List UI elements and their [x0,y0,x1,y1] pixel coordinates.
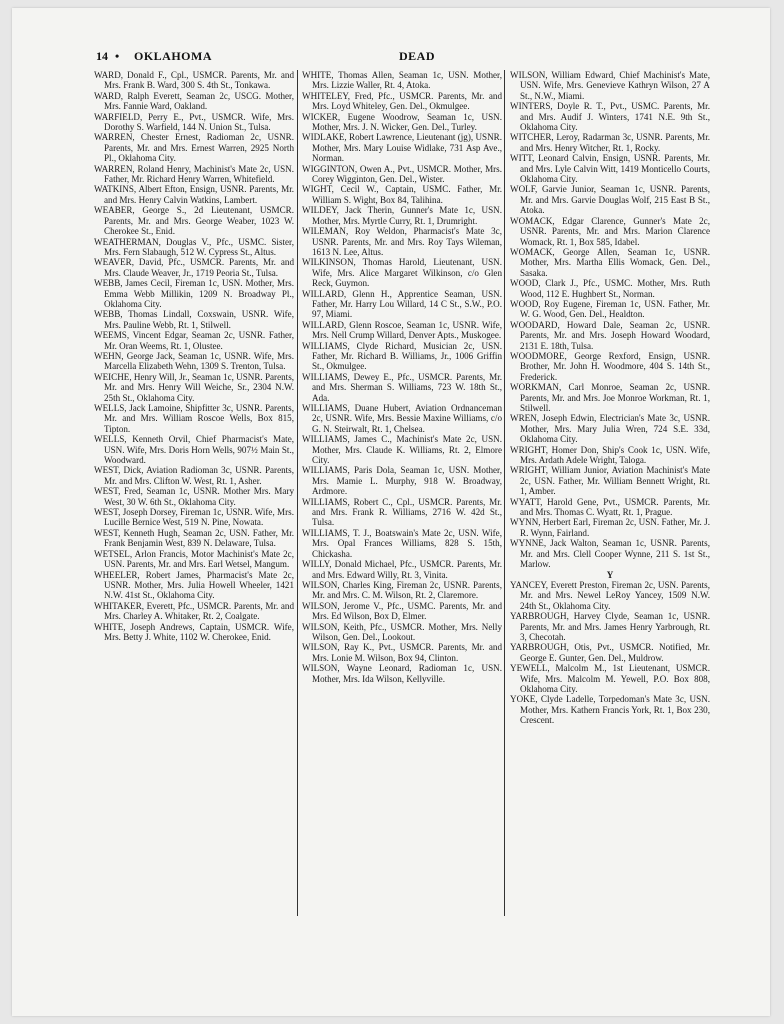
casualty-entry: WARFIELD, Perry E., Pvt., USMCR. Wife, Mrs. Dorothy S. Warfield, 144 N. Union St., Tulsa. [94,111,294,133]
casualty-entry: WIGHT, Cecil W., Captain, USMC. Father, Mr. William S. Wight, Box 84, Talihina. [302,184,502,205]
casualty-entry: WYATT, Harold Gene, Pvt., USMCR. Parents, Mr. and Mrs. Thomas C. Wyatt, Rt. 1, Prague. [510,496,710,518]
casualty-entry: WEAVER, David, Pfc., USMCR. Parents, Mr. and Mrs. Claude Weaver, Jr., 1719 Peoria St., Tulsa. [94,257,294,278]
casualty-entry: WEBB, Thomas Lindall, Coxswain, USNR. Wife, Mrs. Pauline Webb, Rt. 1, Stilwell. [94,309,294,330]
column-2 [302,70,502,920]
casualty-entry: WILLARD, Glenn Roscoe, Seaman 1c, USNR. Wife, Mrs. Nell Crump Willard, Denver Apts., Muskogee. [302,319,502,341]
casualty-entry: WILSON, William Edward, Chief Machinist's Mate, USN. Wife, Mrs. Genevieve Kathryn Wilson, 27 A St., N.W., Miami. [510,70,710,101]
casualty-entry: WILLIAMS, Robert C., Cpl., USMCR. Parents, Mr. and Mrs. Frank R. Williams, 2716 W. 42d St., Tulsa. [302,496,502,528]
casualty-entry: WOOD, Clark J., Pfc., USMC. Mother, Mrs. Ruth Wood, 112 E. Hughbert St., Norman. [510,278,710,299]
casualty-entry: WILLY, Donald Michael, Pfc., USMCR. Parents, Mr. and Mrs. Edward Willy, Rt. 3, Vinita. [302,559,502,580]
casualty-entry: WORKMAN, Carl Monroe, Seaman 2c, USNR. Parents, Mr. and Mrs. Joe Monroe Workman, Rt. 1, Stilwell. [510,382,710,413]
casualty-entry: YOKE, Clyde Ladelle, Torpedoman's Mate 3c, USN. Mother, Mrs. Kathern Francis York, Rt. 1, Box 230, Crescent. [510,694,710,726]
casualty-entry: WARREN, Roland Henry, Machinist's Mate 2c, USN. Father, Mr. Richard Henry Warren, Whitefield. [94,163,294,185]
casualty-entry: WILEMAN, Roy Weldon, Pharmacist's Mate 3c, USNR. Parents, Mr. and Mrs. Roy Tays Wileman, 1613 N. Lee, Altus. [302,226,502,257]
casualty-entry: WARREN, Chester Ernest, Radioman 2c, USNR. Parents, Mr. and Mrs. Ernest Warren, 2925 North Pl., Oklahoma City. [94,132,294,164]
casualty-entry: WEST, Joseph Dorsey, Fireman 1c, USNR. Wife, Mrs. Lucille Bernice West, 519 N. Pine, Nowata. [94,507,294,528]
casualty-entry: WHITE, Thomas Allen, Seaman 1c, USN. Mother, Mrs. Lizzie Waller, Rt. 4, Atoka. [302,70,502,91]
casualty-entry: YARBROUGH, Otis, Pvt., USMCR. Notified, Mr. George E. Gunter, Gen. Del., Muldrow. [510,642,710,663]
casualty-entry: WELLS, Kenneth Orvil, Chief Pharmacist's Mate, USN. Wife, Mrs. Doris Horn Wells, 907½ Main St., Woodward. [94,434,294,466]
casualty-entry: WEST, Fred, Seaman 1c, USNR. Mother Mrs. Mary West, 30 W. 6th St., Oklahoma City. [94,486,294,507]
casualty-entry: WHITAKER, Everett, Pfc., USMCR. Parents, Mr. and Mrs. Charley A. Whitaker, Rt. 2, Coalgate. [94,600,294,622]
casualty-entry: WIDLAKE, Robert Lawrence, Lieutenant (jg), USNR. Mother, Mrs. Mary Louise Widlake, 731 Asp Ave., Norman. [302,132,502,164]
casualty-entry: WHITELEY, Fred, Pfc., USMCR. Parents, Mr. and Mrs. Loyd Whiteley, Gen. Del., Okmulgee. [302,90,502,112]
casualty-entry: WILSON, Wayne Leonard, Radioman 1c, USN. Mother, Mrs. Ida Wilson, Kellyville. [302,663,502,684]
casualty-entry: WILSON, Jerome V., Pfc., USMC. Parents, Mr. and Mrs. Ed Wilson, Box D, Elmer. [302,600,502,622]
casualty-entry: WEST, Dick, Aviation Radioman 3c, USNR. Parents, Mr. and Mrs. Clifton W. West, Rt. 1, Asher. [94,465,294,486]
page-header [0,49,784,67]
column-1 [94,70,294,920]
casualty-entry: WEHN, George Jack, Seaman 1c, USNR. Wife, Mrs. Marcella Elizabeth Wehn, 1309 S. Trenton, Tulsa. [94,350,294,372]
casualty-entry: WYNN, Herbert Earl, Fireman 2c, USN. Father, Mr. J. R. Wynn, Fairland. [510,517,710,538]
casualty-entry: WIGGINTON, Owen A., Pvt., USMCR. Mother, Mrs. Corey Wigginton, Gen. Del., Wister. [302,163,502,185]
casualty-entry: WILSON, Charles King, Fireman 2c, USNR. Parents, Mr. and Mrs. C. M. Wilson, Rt. 2, Claremore. [302,579,502,601]
casualty-entry: WOMACK, George Allen, Seaman 1c, USNR. Mother, Mrs. Martha Ellis Womack, Gen. Del., Sasaka. [510,246,710,278]
casualty-entry: WOODARD, Howard Dale, Seaman 2c, USNR. Parents, Mr. and Mrs. Joseph Howard Woodard, 2131 E. 18th, Tulsa. [510,319,710,351]
casualty-entry: YANCEY, Everett Preston, Fireman 2c, USN. Parents, Mr. and Mrs. Newel LeRoy Yancey, 1509 N.W. 24th St., Oklahoma City. [510,579,710,611]
section-letter: Y [606,569,614,580]
casualty-entry: WINTERS, Doyle R. T., Pvt., USMC. Parents, Mr. and Mrs. Audif J. Winters, 1741 N.E. 9th St., Oklahoma City. [510,101,710,133]
casualty-entry: WOODMORE, George Rexford, Ensign, USNR. Brother, Mr. John H. Woodmore, 404 S. 14th St., Frederick. [510,350,710,382]
casualty-entry: WRIGHT, Homer Don, Ship's Cook 1c, USN. Wife, Mrs. Ardath Adele Wright, Taloga. [510,444,710,466]
casualty-entry: WILSON, Ray K., Pvt., USMCR. Parents, Mr. and Mrs. Lonie M. Wilson, Box 94, Clinton. [302,642,502,663]
casualty-entry: WATKINS, Albert Efton, Ensign, USNR. Parents, Mr. and Mrs. Henry Calvin Watkins, Lambert. [94,184,294,205]
casualty-entry: WYNNE, Jack Walton, Seaman 1c, USNR. Parents, Mr. and Mrs. Clell Cooper Wynne, 211 S. 1st St., Marlow. [510,538,710,570]
casualty-entry: WOOD, Roy Eugene, Fireman 1c, USN. Father, Mr. W. G. Wood, Gen. Del., Healdton. [510,298,710,320]
casualty-entry: WITCHER, Leroy, Radarman 3c, USNR. Parents, Mr. and Mrs. Henry Witcher, Rt. 1, Rocky. [510,132,710,153]
casualty-entry: WEEMS, Vincent Edgar, Seaman 2c, USNR. Father, Mr. Oran Weems, Rt. 1, Olustee. [94,330,294,351]
casualty-entry: WOMACK, Edgar Clarence, Gunner's Mate 2c, USNR. Parents, Mr. and Mrs. Marion Clarence Womack, Rt. 1, Box 585, Idabel. [510,215,710,247]
casualty-entry: WICKER, Eugene Woodrow, Seaman 1c, USN. Mother, Mrs. J. N. Wicker, Gen. Del., Turley. [302,111,502,133]
casualty-entry: WREN, Joseph Edwin, Electrician's Mate 3c, USNR. Mother, Mrs. Mary Julia Wren, 724 S.E. 33d, Oklahoma City. [510,413,710,445]
casualty-entry: WARD, Ralph Everett, Seaman 2c, USCG. Mother, Mrs. Fannie Ward, Oakland. [94,90,294,112]
header-bullet: • [115,49,120,63]
casualty-list [94,70,739,920]
casualty-entry: WITT, Leonard Calvin, Ensign, USNR. Parents, Mr. and Mrs. Lyle Calvin Witt, 1419 Monticello Courts, Oklahoma City. [510,153,710,185]
casualty-entry: WOLF, Garvie Junior, Seaman 1c, USNR. Parents, Mr. and Mrs. Garvie Douglas Wolf, 215 East B St., Atoka. [510,184,710,216]
casualty-entry: WETSEL, Arlon Francis, Motor Machinist's Mate 2c, USN. Parents, Mr. and Mrs. Earl Wetsel, Mangum. [94,548,294,570]
casualty-entry: WEST, Kenneth Hugh, Seaman 2c, USN. Father, Mr. Frank Benjamin West, 839 N. Delaware, Tulsa. [94,527,294,549]
casualty-entry: WEICHE, Henry Will, Jr., Seaman 1c, USNR. Parents, Mr. and Mrs. Henry Will Weiche, Sr., 2304 N.W. 25th St., Oklahoma City. [94,371,294,403]
casualty-entry: WHEELER, Robert James, Pharmacist's Mate 2c, USNR. Mother, Mrs. Julia Howell Wheeler, 1421 N.W. 41st St., Oklahoma City. [94,569,294,601]
casualty-entry: WILLIAMS, Clyde Richard, Musician 2c, USN. Father, Mr. Richard B. Williams, Jr., 1006 Griffin St., Okmulgee. [302,340,502,372]
casualty-entry: WEABER, George S., 2d Lieutenant, USMCR. Parents, Mr. and Mrs. George Weaber, 1023 W. Cherokee St., Enid. [94,205,294,237]
casualty-entry: WILLIAMS, Duane Hubert, Aviation Ordnanceman 2c, USNR. Wife, Mrs. Bessie Maxine Williams, c/o G. N. Steirwalt, Rt. 1, Chelsea. [302,403,502,434]
casualty-entry: WILDEY, Jack Therin, Gunner's Mate 1c, USN. Mother, Mrs. Myrtle Curry, Rt. 1, Drumright. [302,205,502,226]
casualty-entry: WELLS, Jack Lamoine, Shipfitter 3c, USNR. Parents, Mr. and Mrs. William Roscoe Wells, Box 815, Tipton. [94,403,294,434]
casualty-entry: WILLIAMS, Dewey E., Pfc., USMCR. Parents, Mr. and Mrs. Sherman S. Williams, 723 W. 18th St., Ada. [302,371,502,403]
casualty-entry: YARBROUGH, Harvey Clyde, Seaman 1c, USNR. Parents, Mr. and Mrs. James Henry Yarbrough, Rt. 3, Checotah. [510,611,710,642]
casualty-entry: YEWELL, Malcolm M., 1st Lieutenant, USMCR. Wife, Mrs. Malcolm M. Yewell, P.O. Box 808, Oklahoma City. [510,663,710,694]
casualty-entry: WEBB, James Cecil, Fireman 1c, USN. Mother, Mrs. Emma Webb Millikin, 1209 N. Broadway Pl., Oklahoma City. [94,278,294,309]
casualty-entry: WILLARD, Glenn H., Apprentice Seaman, USN. Father, Mr. Harry Lou Willard, 14 C St., S.W., P.O. 97, Miami. [302,288,502,320]
page-number: 14 [96,49,108,63]
section-title: DEAD [399,49,436,63]
casualty-entry: WILSON, Keith, Pfc., USMCR. Mother, Mrs. Nelly Wilson, Gen. Del., Lookout. [302,621,502,642]
casualty-entry: WEATHERMAN, Douglas V., Pfc., USMC. Sister, Mrs. Fern Slabaugh, 512 W. Cypress St., Altus. [94,236,294,257]
casualty-entry: WILLIAMS, T. J., Boatswain's Mate 2c, USN. Wife, Mrs. Opal Frances Williams, 828 S. 15th, Chickasha. [302,527,502,559]
casualty-entry: WARD, Donald F., Cpl., USMCR. Parents, Mr. and Mrs. Frank B. Ward, 300 S. 4th St., Tonkawa. [94,70,294,91]
casualty-entry: WRIGHT, William Junior, Aviation Machinist's Mate 2c, USN. Father, Mr. William Bennett Wright, Rt. 1, Amber. [510,465,710,497]
casualty-entry: WILLIAMS, James C., Machinist's Mate 2c, USN. Mother, Mrs. Claude K. Williams, Rt. 2, Elmore City. [302,434,502,466]
casualty-entry: WILKINSON, Thomas Harold, Lieutenant, USN. Wife, Mrs. Alice Margaret Wilkinson, c/o Glen Reck, Guymon. [302,257,502,289]
casualty-entry: WHITE, Joseph Andrews, Captain, USMCR. Wife, Mrs. Betty J. White, 1102 W. Cherokee, Enid. [94,621,294,642]
state-title: OKLAHOMA [134,49,212,63]
casualty-entry: WILLIAMS, Paris Dola, Seaman 1c, USN. Mother, Mrs. Mamie L. Murphy, 918 W. Broadway, Ardmore. [302,465,502,497]
column-3 [510,70,710,920]
